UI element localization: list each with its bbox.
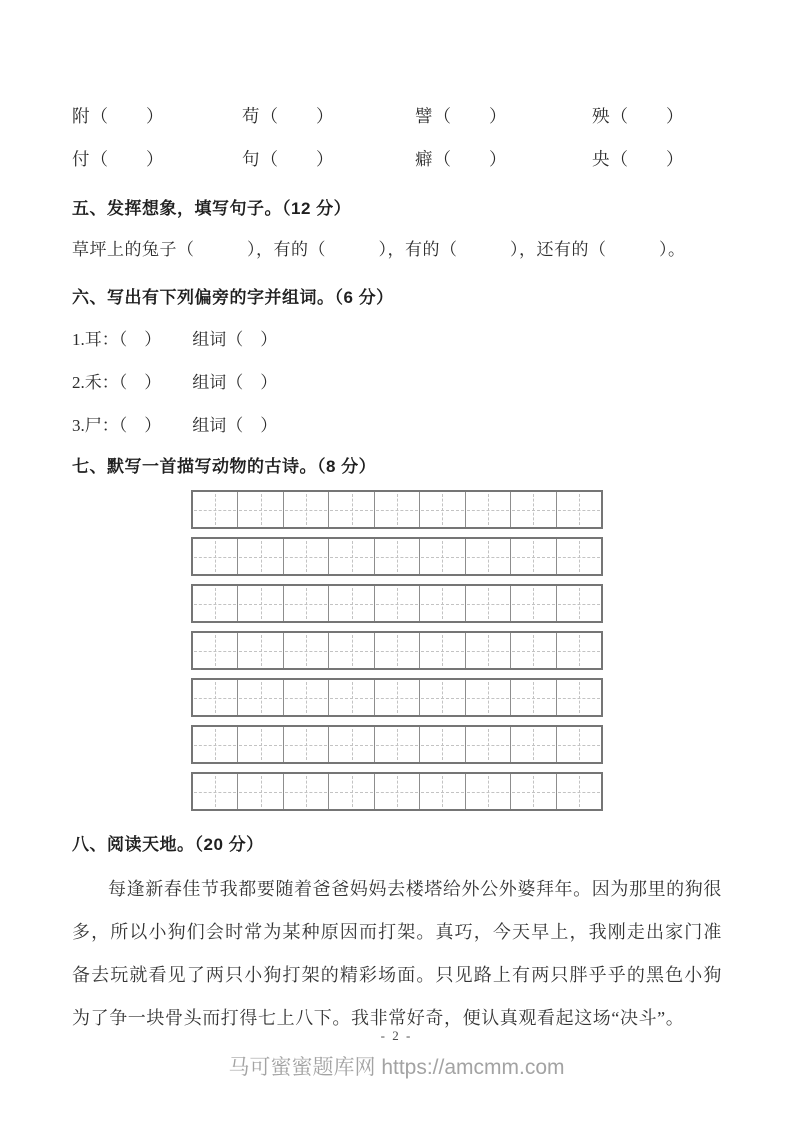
poem-grid <box>191 490 603 811</box>
grid-cell <box>193 492 238 527</box>
section-5-heading: 五、发挥想象，填写句子。（12 分） <box>72 199 352 218</box>
grid-cell <box>329 633 374 668</box>
zuci-label: 组词（ ） <box>192 416 278 435</box>
grid-cell <box>420 586 465 621</box>
section-6-item <box>72 327 725 353</box>
grid-cell <box>511 492 556 527</box>
section-8-heading: 八、阅读天地。（20 分） <box>72 835 264 854</box>
grid-cell <box>557 492 601 527</box>
grid-cell <box>375 680 420 715</box>
footer <box>0 1028 793 1081</box>
grid-cell <box>284 492 329 527</box>
grid-cell <box>193 586 238 621</box>
grid-cell <box>329 774 374 809</box>
grid-cell <box>284 633 329 668</box>
grid-cell <box>466 727 511 762</box>
matching-item: 苟（ ） <box>242 106 335 126</box>
grid-row <box>191 772 603 811</box>
matching-item: 殃（ ） <box>592 106 685 126</box>
grid-cell <box>284 680 329 715</box>
grid-cell <box>511 727 556 762</box>
grid-cell <box>511 539 556 574</box>
grid-cell <box>193 774 238 809</box>
grid-cell <box>329 727 374 762</box>
section-5-fill-line: 草坪上的兔子（ ），有的（ ），有的（ ），还有的（ ）。 <box>72 240 686 259</box>
grid-cell <box>375 633 420 668</box>
grid-cell <box>238 633 283 668</box>
matching-row-2 <box>72 146 725 172</box>
grid-row <box>191 584 603 623</box>
matching-item: 央（ ） <box>592 149 685 169</box>
grid-cell <box>420 492 465 527</box>
grid-cell <box>193 539 238 574</box>
grid-row <box>191 490 603 529</box>
grid-cell <box>466 492 511 527</box>
matching-item: 癖（ ） <box>415 149 508 169</box>
grid-cell <box>420 727 465 762</box>
matching-item: 附（ ） <box>72 106 165 126</box>
grid-row <box>191 537 603 576</box>
grid-cell <box>193 727 238 762</box>
grid-cell <box>420 680 465 715</box>
grid-cell <box>466 586 511 621</box>
grid-cell <box>420 539 465 574</box>
section-6-item <box>72 413 725 439</box>
grid-cell <box>329 586 374 621</box>
grid-cell <box>557 633 601 668</box>
grid-cell <box>420 774 465 809</box>
grid-cell <box>238 586 283 621</box>
grid-cell <box>193 633 238 668</box>
grid-cell <box>284 586 329 621</box>
section-6-item <box>72 370 725 396</box>
grid-cell <box>375 774 420 809</box>
grid-cell <box>375 727 420 762</box>
grid-row <box>191 631 603 670</box>
reading-paragraph: 每逢新春佳节我都要随着爸爸妈妈去楼塔给外公外婆拜年。因为那里的狗很多，所以小狗们会时常为某种原因而打架。真巧，今天早上，我刚走出家门准备去玩就看见了两只小狗打架的精彩场面。只见路上有两只胖乎乎的黑色小狗为了争一块骨头而打得七上八下。我非常好奇，便认真观看起这场“决斗”。 <box>72 879 722 1028</box>
grid-cell <box>284 539 329 574</box>
radical-label: 1.耳：（ ） <box>72 330 162 349</box>
grid-row <box>191 725 603 764</box>
site-credit: 马可蜜蜜题库网 https://amcmm.com <box>228 1056 565 1079</box>
grid-cell <box>466 680 511 715</box>
matching-section <box>72 103 725 172</box>
grid-cell <box>375 539 420 574</box>
grid-cell <box>238 774 283 809</box>
zuci-label: 组词（ ） <box>192 330 278 349</box>
zuci-label: 组词（ ） <box>192 373 278 392</box>
grid-cell <box>557 680 601 715</box>
grid-cell <box>511 774 556 809</box>
matching-row-1 <box>72 103 725 129</box>
section-7-heading: 七、默写一首描写动物的古诗。（8 分） <box>72 457 377 476</box>
grid-cell <box>557 586 601 621</box>
grid-cell <box>557 727 601 762</box>
grid-cell <box>557 539 601 574</box>
grid-cell <box>375 586 420 621</box>
grid-cell <box>284 727 329 762</box>
grid-cell <box>466 633 511 668</box>
grid-cell <box>193 680 238 715</box>
grid-cell <box>466 539 511 574</box>
grid-cell <box>329 680 374 715</box>
grid-cell <box>511 680 556 715</box>
grid-cell <box>329 492 374 527</box>
matching-item: 付（ ） <box>72 149 165 169</box>
radical-label: 2.禾：（ ） <box>72 373 162 392</box>
grid-cell <box>238 680 283 715</box>
matching-item: 譬（ ） <box>415 106 508 126</box>
grid-cell <box>420 633 465 668</box>
page-number: - 2 - <box>380 1028 413 1043</box>
section-6-heading: 六、写出有下列偏旁的字并组词。（6 分） <box>72 288 394 307</box>
radical-label: 3.尸：（ ） <box>72 416 162 435</box>
grid-cell <box>511 633 556 668</box>
grid-cell <box>511 586 556 621</box>
grid-cell <box>238 727 283 762</box>
grid-cell <box>466 774 511 809</box>
grid-row <box>191 678 603 717</box>
grid-cell <box>375 492 420 527</box>
grid-cell <box>557 774 601 809</box>
grid-cell <box>284 774 329 809</box>
grid-cell <box>329 539 374 574</box>
grid-cell <box>238 492 283 527</box>
matching-item: 句（ ） <box>242 149 335 169</box>
grid-cell <box>238 539 283 574</box>
